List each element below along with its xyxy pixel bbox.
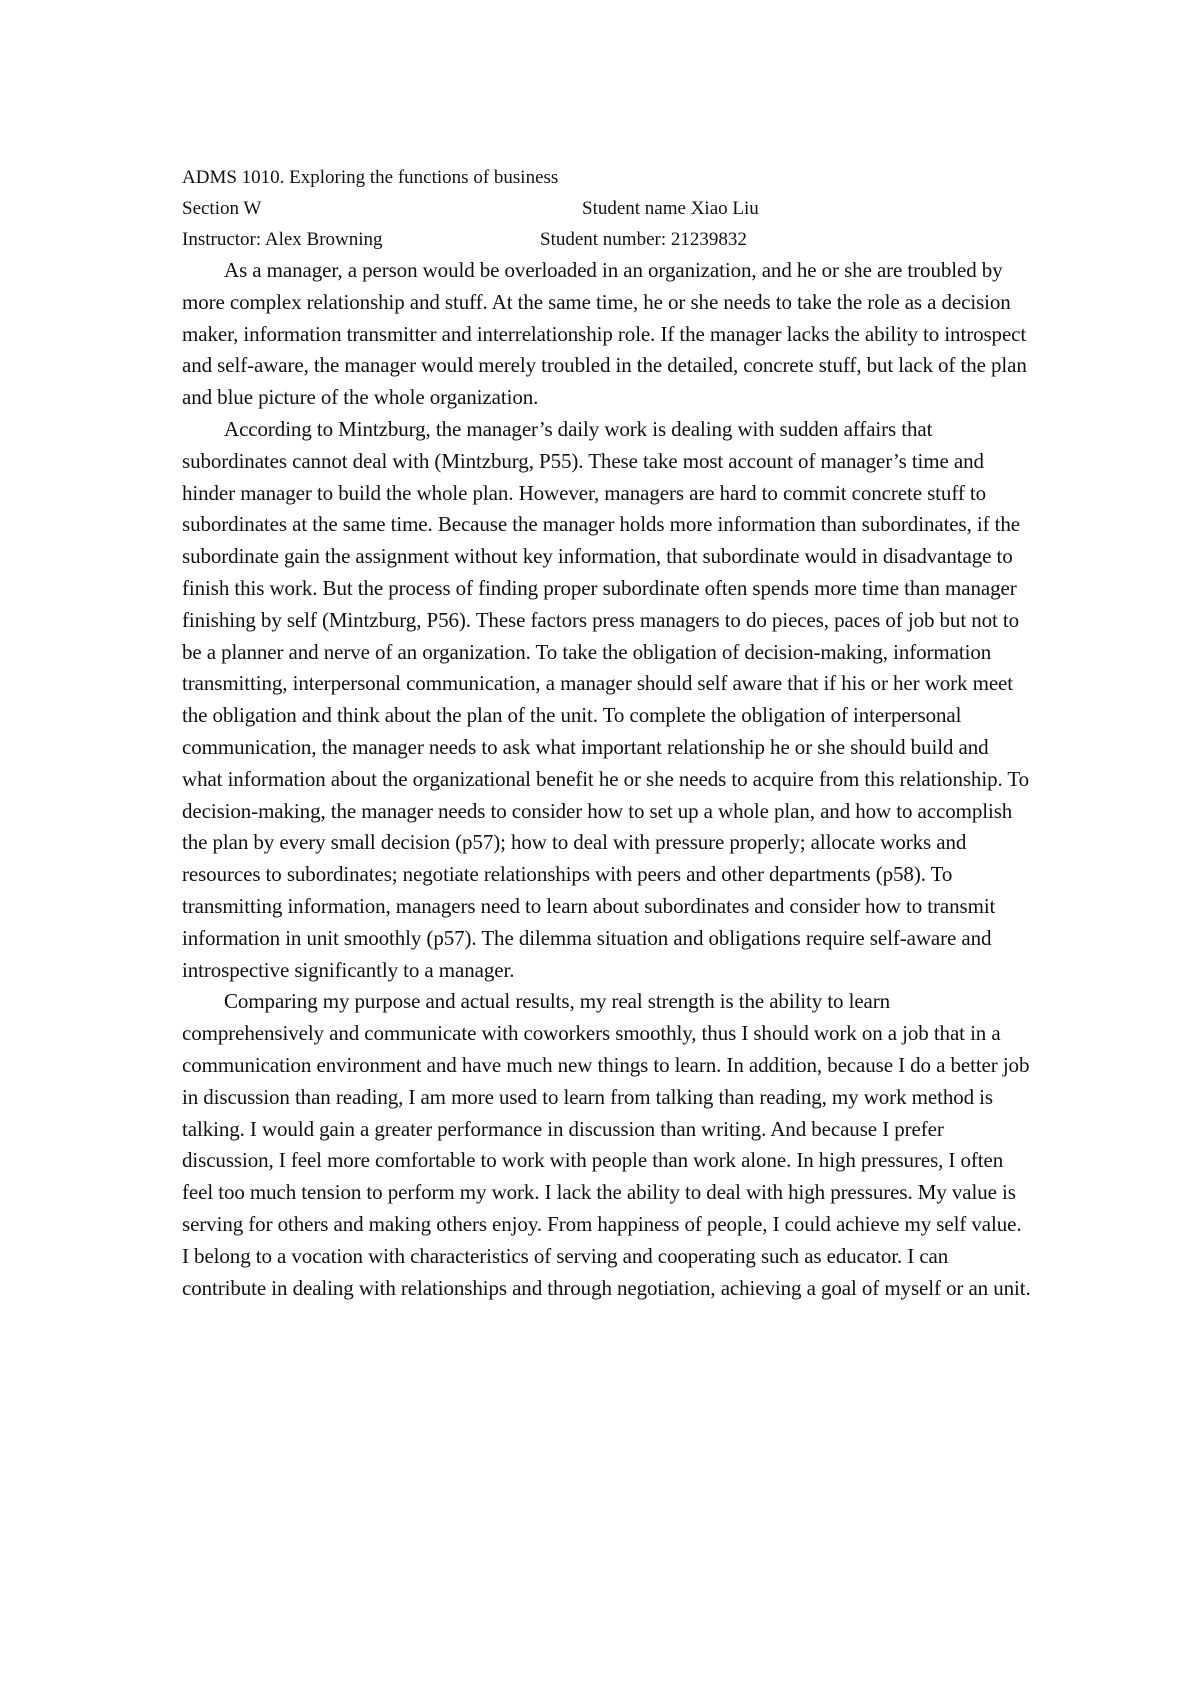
instructor-line bbox=[182, 224, 1032, 255]
student-number: Student number: 21239832 bbox=[540, 229, 747, 250]
section-line bbox=[182, 193, 1032, 224]
course-title-line bbox=[182, 162, 1032, 193]
body-paragraph: According to Mintzburg, the manager’s daily work is dealing with sudden affairs that subordinates cannot deal with (Mintzburg, P55). These take most account of manager’s time and hinder manager to build the whole plan. However, managers are hard to commit concrete stuff to subordinates at the same time. Because the manager holds more information than subordinates, if the subordinate gain the assignment without key information, that subordinate would in disadvantage to finish this work. But the process of finding proper subordinate often spends more time than manager finishing by self (Mintzburg, P56). These factors press managers to do pieces, paces of job but not to be a planner and nerve of an organization. To take the obligation of decision-making, information transmitting, interpersonal communication, a manager should self aware that if his or her work meet the obligation and think about the plan of the unit. To complete the obligation of interpersonal communication, the manager needs to ask what important relationship he or she should build and what information about the organizational benefit he or she needs to acquire from this relationship. To decision-making, the manager needs to consider how to set up a whole plan, and how to accomplish the plan by every small decision (p57); how to deal with pressure properly; allocate works and resources to subordinates; negotiate relationships with peers and other departments (p58). To transmitting information, managers need to learn about subordinates and consider how to transmit information in unit smoothly (p57). The dilemma situation and obligations require self-aware and introspective significantly to a manager. bbox=[182, 416, 1030, 982]
section-label: Section W bbox=[182, 198, 262, 219]
body-paragraph: As a manager, a person would be overloaded in an organization, and he or she are troubled by more complex relationship and stuff. At the same time, he or she needs to take the role as a decision maker, information transmitter and interrelationship role. If the manager lacks the ability to introspect and self-aware, the manager would merely troubled in the detailed, concrete stuff, but lack of the plan and blue picture of the whole organization. bbox=[182, 258, 1027, 410]
student-name: Student name Xiao Liu bbox=[582, 198, 759, 219]
body-paragraph: Comparing my purpose and actual results, my real strength is the ability to learn comprehensively and communicate with coworkers smoothly, thus I should work on a job that in a communication environment and have much new things to learn. In addition, because I do a better job in discussion than reading, I am more used to learn from talking than reading, my work method is talking. I would gain a greater performance in discussion than writing. And because I prefer discussion, I feel more comfortable to work with people than work alone. In high pressures, I often feel too much tension to perform my work. I lack the ability to deal with high pressures. My value is serving for others and making others enjoy. From happiness of people, I could achieve my self value. I belong to a vocation with characteristics of serving and cooperating such as educator. I can contribute in dealing with relationships and through negotiation, achieving a goal of myself or an unit. bbox=[182, 989, 1031, 1300]
document-content bbox=[182, 162, 1032, 1304]
instructor-name: Instructor: Alex Browning bbox=[182, 229, 383, 250]
course-title: ADMS 1010. Exploring the functions of business bbox=[182, 167, 559, 188]
